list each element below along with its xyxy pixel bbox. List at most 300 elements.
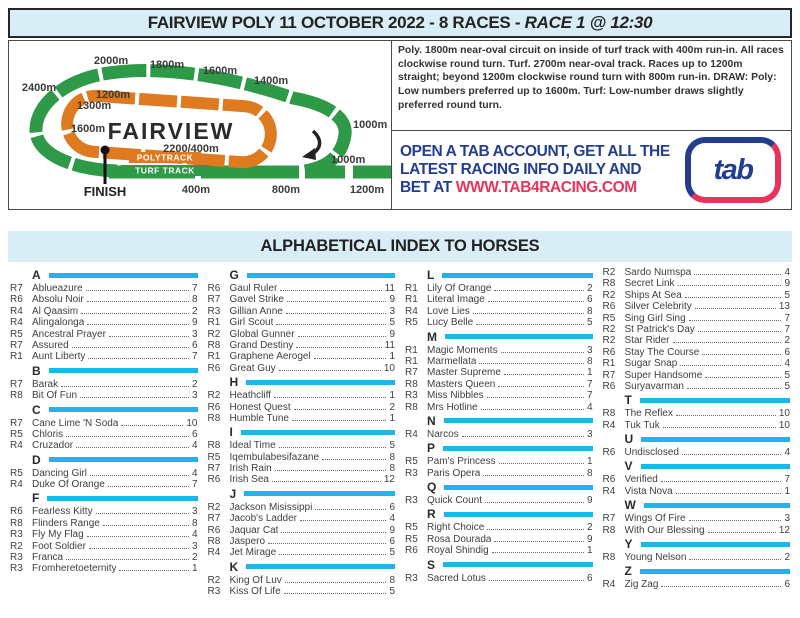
dotted-leader [476,324,584,325]
race-number: R3 [405,495,418,507]
draw-number: 4 [784,358,790,370]
distance-poly-1200: 1200m [95,89,131,101]
letter-label: W [624,498,636,513]
dotted-leader [96,513,189,514]
horse-name: Masters Queen [427,378,496,390]
index-entry [208,340,396,351]
draw-number: 1 [586,456,593,468]
distance-poly-2200-400: 2200/400m [163,143,219,155]
tab-logo-text: tab [713,153,753,186]
dotted-leader [286,313,387,314]
draw-number: 5 [389,586,395,598]
letter-rule-bar [443,562,592,567]
race-number: R6 [207,283,221,294]
draw-number: 2 [784,335,790,347]
dotted-leader [279,447,387,448]
letter-heading [603,563,791,579]
index-entry [10,563,198,574]
race-number: R4 [10,305,23,317]
index-entry [405,390,593,401]
dotted-leader [121,425,183,426]
letter-rule-bar [49,368,198,373]
dotted-leader [285,582,387,583]
race-number: R1 [405,294,418,306]
draw-number: 8 [389,463,395,475]
dotted-leader [292,420,386,421]
race-number: R4 [207,547,221,559]
index-entry [603,370,791,381]
race-number: R2 [602,323,616,335]
horse-name: Jet Mirage [229,547,277,559]
horse-name: King Of Luv [229,574,282,586]
horse-name: Paris Opera [427,467,481,479]
index-entry [10,283,198,294]
horse-name: Chloris [32,428,64,440]
draw-number: 5 [389,547,395,559]
race-number: R1 [207,351,221,363]
index-entry [603,301,791,312]
dotted-leader [501,352,584,353]
index-entry [208,294,396,305]
horse-name: Rosa Dourada [427,533,492,545]
dotted-leader [90,475,189,476]
horse-name: Duke Of Orange [32,479,105,491]
draw-number: 3 [586,428,593,440]
distance-1000-lower: 1000m [331,154,366,166]
horse-name: Narcos [427,428,459,440]
index-entry [208,402,396,413]
horse-name: With Our Blessing [624,524,705,536]
horse-name: Pam's Princess [427,456,496,468]
direction-arrowhead [302,148,316,160]
letter-rule-bar [47,496,197,501]
horse-name: Aunt Liberty [32,351,86,363]
race-number: R6 [207,401,221,413]
distance-400: 400m [181,184,211,196]
race-number: R5 [405,533,418,545]
index-entry [208,351,396,362]
letter-label: S [427,557,436,572]
draw-number: 2 [389,401,395,413]
letter-rule-bar [246,564,395,569]
distance-1000-upper: 1000m [353,119,388,131]
index-entry [208,283,396,294]
race-number: R6 [602,380,616,392]
race-number: R6 [405,545,418,557]
race-number: R3 [10,529,23,541]
draw-number: 3 [191,328,198,340]
race-number: R3 [10,552,23,564]
advert-bet-at: BET AT [400,179,456,197]
letter-heading [405,440,593,456]
dotted-leader [689,320,782,321]
dotted-leader [272,481,381,482]
index-entry [603,408,791,419]
horse-name: Sacred Lotus [427,572,486,584]
race-number: R7 [207,463,221,475]
race-number: R1 [405,355,418,367]
letter-label: H [229,375,239,390]
draw-number: 4 [191,467,198,479]
race-number: R6 [207,362,221,374]
draw-number: 1 [586,367,593,379]
index-entry [603,513,791,524]
index-column [10,267,198,598]
index-entry [603,474,791,485]
horse-name: Magic Moments [427,344,498,356]
letter-label: D [32,452,41,467]
dotted-leader [687,388,781,389]
race-number: R6 [10,294,23,306]
distance-1200-straight: 1200m [349,184,385,196]
horse-name: Sugar Snap [624,358,678,370]
race-number: R3 [405,572,418,584]
index-entry [603,579,791,590]
horse-name: Ancestral Prayer [32,328,106,340]
race-number: R3 [207,586,221,598]
dotted-leader [322,459,386,460]
index-entry [603,381,791,392]
race-number: R4 [405,428,418,440]
draw-number: 1 [784,485,790,497]
horse-name: Iqembulabesifazane [229,451,320,463]
race-number: R3 [207,305,221,317]
draw-number: 3 [586,344,593,356]
letter-rule-bar [49,457,198,462]
index-entry [10,429,198,440]
index-entry [603,335,791,346]
dotted-leader [274,397,386,398]
dotted-leader [504,374,584,375]
letter-heading [405,413,593,429]
horse-name: Secret Link [624,278,675,290]
index-entry [208,413,396,424]
race-number: R1 [602,358,616,370]
draw-number: 5 [586,317,593,329]
horse-name: Fromheretoeternity [32,563,117,575]
draw-number: 8 [586,305,593,317]
draw-number: 4 [191,440,198,452]
draw-number: 6 [784,579,790,591]
index-entry [10,440,198,451]
horse-name: Cane Lime 'N Soda [32,417,119,429]
race-number: R1 [207,317,221,329]
dotted-leader [481,409,584,410]
distance-2400: 2400m [21,82,57,94]
dotted-leader [103,525,189,526]
index-entry [10,479,198,490]
dotted-leader [298,336,387,337]
letter-label: I [229,425,233,440]
index-entry [10,468,198,479]
index-column [405,267,593,598]
horse-name: Sing Girl Sing [624,312,686,324]
draw-number: 8 [586,467,593,479]
draw-number: 10 [778,419,790,431]
letter-rule-bar [641,542,790,547]
draw-number: 4 [586,401,593,413]
horse-name: St Patrick's Day [624,323,695,335]
index-entry [405,379,593,390]
dotted-leader [682,454,781,455]
horse-name: Jackson Misissippi [229,501,313,513]
race-number: R8 [602,524,616,536]
dotted-leader [689,520,782,521]
letter-rule-bar [641,437,790,442]
draw-number: 6 [191,428,198,440]
letter-heading [10,402,198,418]
dotted-leader [689,559,781,560]
race-number: R2 [10,540,23,552]
letter-heading [405,267,593,283]
race-number: R3 [405,390,418,402]
race-number: R5 [405,522,418,534]
horse-name: Right Choice [427,522,485,534]
letter-label: J [229,486,237,501]
dotted-leader [287,301,386,302]
horse-name: Al Qaasim [32,305,79,317]
horse-name: Dancing Girl [32,467,88,479]
letter-label: L [427,268,435,282]
index-entry [208,440,396,451]
letter-heading [208,267,396,283]
letter-heading [208,424,396,440]
index-entry [405,306,593,317]
draw-number: 2 [586,522,593,534]
race-number: R2 [207,328,221,340]
dotted-leader [279,554,386,555]
horse-name: Undisclosed [624,447,679,459]
dotted-leader [661,481,782,482]
draw-number: 9 [191,317,198,329]
index-entry [603,420,791,431]
letter-heading [603,431,791,447]
index-entry [208,363,396,374]
dotted-leader [119,570,188,571]
letter-rule-bar [244,491,395,496]
distance-800: 800m [271,184,301,196]
race-number: R7 [207,294,221,306]
race-number: R7 [10,378,23,390]
horse-name: Cruzador [32,440,74,452]
tab-advert-text [400,143,679,198]
letter-heading [208,559,396,575]
horse-name: Ablueazure [32,283,83,294]
draw-number: 7 [784,474,790,486]
dotted-leader [661,586,781,587]
horse-name: Gillian Anne [229,305,283,317]
letter-rule-bar [445,334,593,339]
index-entry [208,463,396,474]
letter-label: A [32,268,41,282]
race-number: R8 [10,390,23,402]
horse-name: Quick Count [427,495,483,507]
draw-number: 4 [191,529,198,541]
race-number: R7 [602,369,616,381]
index-entry [10,518,198,529]
letter-rule-bar [241,430,395,435]
horse-name: Zig Zag [624,579,659,591]
distance-poly-1600: 1600m [70,123,106,135]
letter-label: F [32,491,40,506]
draw-number: 1 [389,412,395,424]
letter-rule-bar [442,273,592,278]
dotted-leader [487,529,584,530]
dotted-leader [315,509,386,510]
index-entry [10,390,198,401]
race-number: R8 [207,412,221,424]
dotted-leader [462,436,584,437]
index-entry [405,522,593,533]
race-number: R8 [207,440,221,452]
horse-name: Alingalonga [32,317,85,329]
dotted-leader [680,365,781,366]
horse-name: Global Gunner [229,328,295,340]
race-number: R8 [405,401,418,413]
race-number: R2 [207,390,221,402]
horse-name: Love Lies [427,305,470,317]
dotted-leader [698,331,782,332]
letter-rule-bar [444,485,592,490]
dotted-leader [483,475,584,476]
tab-logo [685,137,781,203]
race-number: R2 [207,501,221,513]
horse-name: Miss Nibbles [427,390,484,402]
horse-name: Irish Rain [229,463,272,475]
race-number: R7 [10,339,23,351]
letter-label: T [624,393,632,408]
distance-1600: 1600m [202,65,238,77]
dotted-leader [296,347,381,348]
index-entry [10,351,198,362]
draw-number: 8 [389,574,395,586]
race-number: R8 [207,536,221,548]
race-number: R4 [602,485,616,497]
draw-number: 5 [784,380,790,392]
index-entry [208,586,396,597]
draw-number: 8 [191,517,198,529]
race-number: R5 [10,467,23,479]
dotted-leader [708,532,776,533]
index-entry [405,429,593,440]
race-number: R8 [602,278,616,290]
dotted-leader [276,324,386,325]
letter-heading [603,392,791,408]
letter-label: R [427,507,436,522]
dotted-leader [678,285,782,286]
letter-rule-bar [640,569,790,574]
race-number: R6 [10,506,23,518]
draw-number: 1 [191,563,198,575]
draw-number: 11 [384,339,395,351]
horse-name: Jaspero [229,536,266,548]
letter-rule-bar [644,503,790,508]
meeting-title: FAIRVIEW POLY 11 OCTOBER 2022 - 8 RACES - [147,13,525,32]
index-entry [405,345,593,356]
index-entry [208,536,396,547]
index-entry [208,306,396,317]
letter-label: Y [624,537,633,552]
race-number: R2 [602,335,616,347]
race-number: R8 [602,552,616,564]
dotted-leader [86,290,189,291]
horse-name: Jacob's Ladder [229,513,298,525]
letter-rule-bar [49,407,198,412]
letter-heading [10,490,198,506]
horse-name: Assured [32,339,69,351]
dotted-leader [81,313,189,314]
horse-name: Lucy Belle [427,317,474,329]
letter-rule-bar [444,512,593,517]
letter-rule-bar [444,418,593,423]
letter-label: G [229,268,239,282]
race-number: R2 [602,267,616,278]
letter-heading [603,497,791,513]
draw-number: 12 [778,524,790,536]
dotted-leader [66,436,189,437]
letter-heading [10,267,198,283]
race-number: R2 [207,574,221,586]
horse-name: Jaquar Cat [229,524,279,536]
index-entry [603,358,791,369]
letter-label: Z [624,564,632,579]
dotted-leader [108,486,189,487]
index-entry [603,486,791,497]
index-entry [208,329,396,340]
draw-number: 6 [389,536,395,548]
index-entry [208,502,396,513]
letter-heading [208,374,396,390]
dotted-leader [702,354,781,355]
index-entry [10,294,198,305]
dotted-leader [279,370,381,371]
horse-name: Honest Quest [229,401,291,413]
draw-number: 3 [389,305,395,317]
horse-name: Vista Nova [624,485,673,497]
horse-name: Suryavarman [624,380,684,392]
track-info-panel [8,40,792,210]
draw-number: 4 [389,513,395,525]
index-entry [208,390,396,401]
race-number: R2 [602,289,616,301]
index-entry [208,547,396,558]
dotted-leader [473,313,584,314]
letter-label: B [32,363,41,378]
dotted-leader [76,447,189,448]
dotted-leader [676,493,782,494]
distance-1400: 1400m [253,75,289,87]
horse-name: Wings Of Fire [624,513,686,525]
dotted-leader [268,543,386,544]
index-title: ALPHABETICAL INDEX TO HORSES [8,231,792,262]
horse-name: The Reflex [624,408,673,420]
draw-number: 10 [383,362,395,374]
dotted-leader [489,580,584,581]
letter-label: M [427,329,437,344]
horse-index [0,262,800,598]
race-number: R1 [10,351,23,363]
horse-name: Literal Image [427,294,485,306]
letter-heading [405,479,593,495]
draw-number: 9 [586,495,593,507]
dotted-leader [87,536,189,537]
race-number: R3 [10,563,23,575]
horse-name: Super Handsome [624,369,703,381]
letter-rule-bar [247,273,395,278]
draw-number: 6 [191,339,198,351]
draw-number: 7 [784,312,790,324]
race-number: R1 [405,344,418,356]
